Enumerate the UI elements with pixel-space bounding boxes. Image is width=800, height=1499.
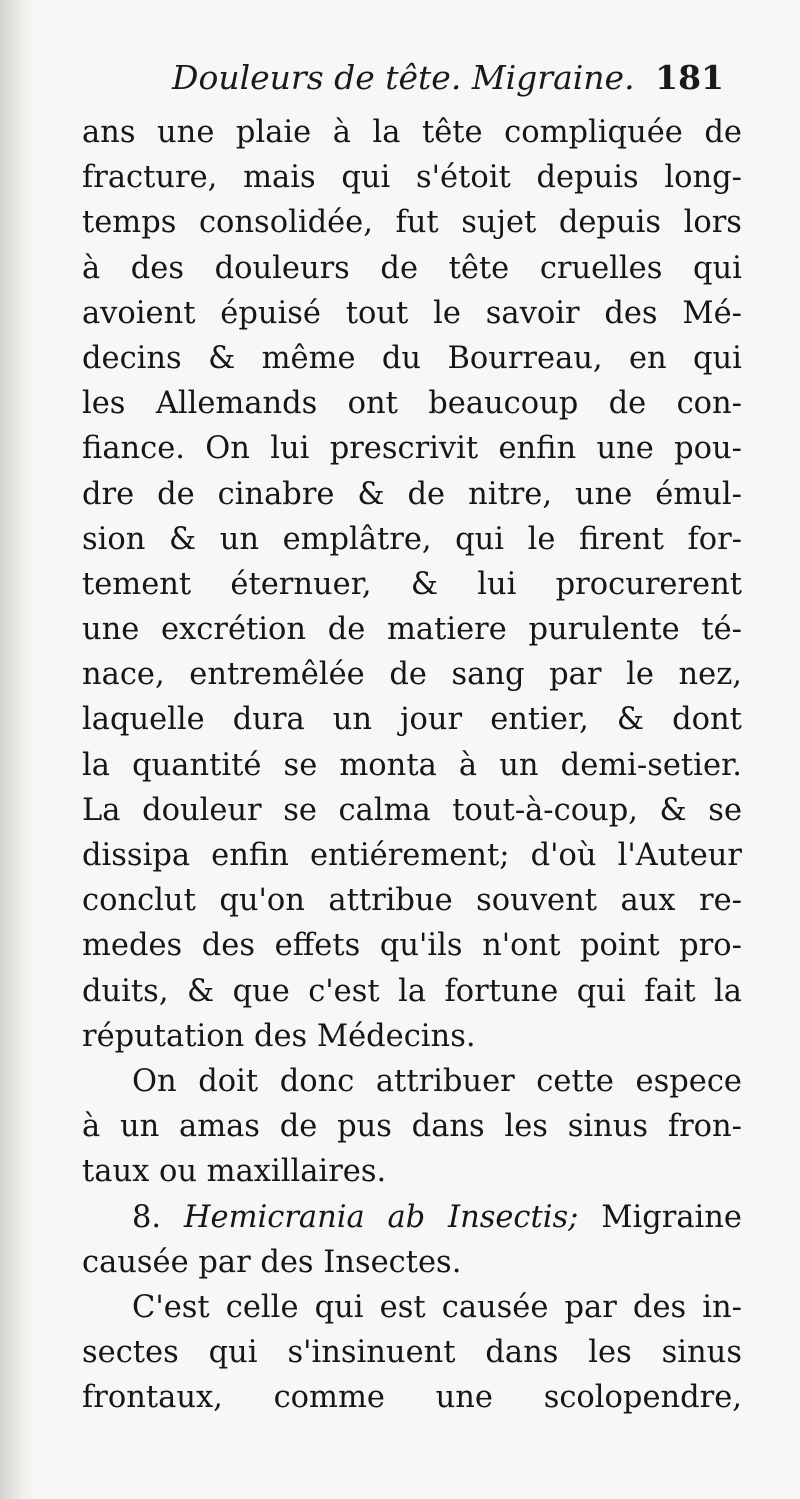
word: dans (485, 1335, 559, 1371)
word: dans (411, 1109, 485, 1145)
text-line (82, 426, 742, 471)
word: jour (400, 702, 463, 738)
section-heading-8 (82, 1195, 742, 1240)
word: ont (347, 386, 398, 422)
word: même (261, 340, 356, 376)
word: cinabre (217, 476, 335, 512)
text-line (82, 743, 742, 788)
word: sinus (661, 1335, 742, 1371)
word: fut (395, 205, 439, 241)
text-line (82, 110, 742, 155)
word: sinus (567, 1109, 649, 1145)
word: Mé- (682, 295, 742, 331)
text-line (82, 381, 742, 426)
text-line (82, 1330, 742, 1375)
word: savoir (485, 295, 580, 331)
word: à (332, 115, 351, 150)
word: & (410, 566, 439, 602)
word: & (186, 973, 215, 1009)
word: On (132, 1063, 177, 1099)
text-line (82, 833, 742, 878)
word: monta (339, 747, 437, 783)
word: donc (279, 1063, 355, 1099)
word: le (527, 521, 556, 557)
word: qui (314, 1289, 364, 1325)
word: fortune (444, 973, 559, 1009)
word: à (82, 1109, 101, 1145)
page-number: 181 (655, 58, 724, 97)
word: épuisé (220, 295, 321, 331)
word: & (208, 340, 236, 376)
word: consolidée, (198, 205, 373, 241)
word: douleur (142, 792, 262, 828)
word: firent (579, 521, 664, 557)
word: qui (208, 1335, 258, 1371)
word: depuis (558, 205, 662, 241)
word: du (381, 340, 422, 376)
word: dont (672, 702, 742, 738)
word: par (564, 1289, 617, 1325)
word: fracture, (82, 160, 218, 196)
word: long- (664, 160, 742, 196)
word: en (628, 340, 667, 376)
word: cruelles (539, 250, 663, 286)
word: Bourreau, (447, 340, 603, 376)
word: éternuer, (230, 566, 372, 602)
word: enfin (211, 838, 289, 873)
word: amas (179, 1109, 260, 1145)
word: la (82, 747, 110, 783)
word: Hemicrania (183, 1199, 365, 1235)
text-line (82, 155, 742, 200)
word: l'Auteur (617, 838, 742, 873)
word: à (82, 250, 101, 286)
text-line-last-of-paragraph: taux ou maxillaires. (82, 1154, 387, 1190)
word: se (708, 792, 742, 828)
text-line (82, 969, 742, 1014)
word: temps (82, 205, 177, 241)
word: nez, (678, 657, 742, 693)
word: tête (421, 115, 483, 150)
word: excrétion (161, 612, 307, 648)
word: té- (701, 612, 742, 648)
word: attribue (328, 883, 453, 919)
word: sectes (82, 1335, 179, 1371)
word: nace, (82, 657, 165, 693)
word: la (714, 973, 742, 1009)
word: con- (676, 386, 742, 422)
word: un (499, 747, 539, 783)
word: que (232, 973, 290, 1009)
word: entiérement; (309, 838, 510, 873)
word: emplâtre, (282, 521, 432, 557)
text-line (82, 607, 742, 652)
word: un (219, 521, 259, 557)
word: se (283, 747, 318, 783)
word: c'est (308, 973, 380, 1009)
word: la (398, 973, 427, 1009)
word: qui (455, 521, 505, 557)
word: émul- (655, 476, 742, 512)
word: de (157, 476, 195, 512)
word: qui (693, 340, 742, 376)
word: n'ont (482, 928, 561, 964)
text-line (82, 472, 742, 517)
word: souvent (476, 883, 597, 919)
word: lui (270, 431, 310, 467)
word: des (632, 1289, 687, 1325)
word: La (82, 792, 121, 828)
text-line (82, 246, 742, 291)
word: tout (345, 295, 409, 331)
word: le (626, 657, 654, 693)
word: une (82, 612, 140, 648)
word: cette (536, 1063, 614, 1099)
word: procurerent (555, 566, 742, 602)
text-line (82, 562, 742, 607)
word: tout-à-coup, (452, 792, 638, 828)
word: les (504, 1109, 548, 1145)
word: fron- (667, 1109, 742, 1145)
word: 8. (132, 1199, 162, 1235)
word: ans (82, 115, 136, 150)
word: re- (699, 883, 742, 919)
word: doit (198, 1063, 259, 1099)
word: de (407, 476, 446, 512)
word: fiance. (82, 431, 185, 467)
running-head-title: Douleurs de tête. Migraine. (172, 58, 635, 97)
body-text (82, 110, 742, 1420)
word: celle (225, 1289, 299, 1325)
word: prescrivit (329, 431, 479, 467)
word: beaucoup (428, 386, 579, 422)
word: sujet (461, 205, 537, 241)
word: une (157, 115, 215, 150)
text-line-paragraph-start (82, 1285, 742, 1330)
word: se (283, 792, 317, 828)
word: attribuer (375, 1063, 515, 1099)
word: quantité (132, 747, 262, 783)
word: des (604, 295, 658, 331)
word: Allemands (155, 386, 318, 422)
word: la (372, 115, 401, 150)
word: pro- (679, 928, 742, 964)
word: purulente (528, 612, 680, 648)
word: C'est (132, 1289, 210, 1325)
word: une (596, 431, 654, 467)
word: laquelle (82, 702, 205, 738)
word: qu'on (219, 883, 305, 919)
word: qui (341, 160, 391, 196)
word: de (389, 657, 427, 693)
word: des (130, 250, 185, 286)
word: calma (338, 792, 431, 828)
word: point (580, 928, 660, 964)
text-line (82, 652, 742, 697)
word: le (433, 295, 461, 331)
word: de (380, 250, 418, 286)
word: effets (274, 928, 361, 964)
word: plaie (235, 115, 312, 150)
word: à (458, 747, 478, 783)
word: lui (477, 566, 517, 602)
word: & (357, 476, 385, 512)
text-line-last-of-paragraph: causée par des Insectes. (82, 1244, 462, 1280)
word: & (659, 792, 687, 828)
word: une (575, 476, 633, 512)
word: est (379, 1289, 426, 1325)
word: fait (644, 973, 696, 1009)
word: causée (441, 1289, 549, 1325)
word: avoient (82, 295, 196, 331)
word: de (704, 115, 742, 150)
word: un (119, 1109, 160, 1145)
text-line (82, 697, 742, 742)
word: qui (576, 973, 626, 1009)
word: qui (692, 250, 742, 286)
text-line (82, 1375, 742, 1420)
text-line (82, 923, 742, 968)
word: sang (451, 657, 525, 693)
text-line (82, 1104, 742, 1149)
word: de (279, 1109, 318, 1145)
word: un (332, 702, 373, 738)
word: & (616, 702, 645, 738)
word: lors (683, 205, 742, 241)
word: pus (337, 1109, 392, 1145)
word: for- (687, 521, 742, 557)
word: dre (82, 476, 135, 512)
word: medes (82, 928, 183, 964)
word: dissipa (82, 838, 191, 873)
word: nitre, (468, 476, 553, 512)
word: les (82, 386, 126, 422)
word: decins (82, 340, 182, 376)
word: enfin (498, 431, 577, 467)
running-head (172, 55, 732, 101)
word: de (327, 612, 366, 648)
text-line (82, 517, 742, 562)
word: matiere (387, 612, 507, 648)
word: espece (635, 1063, 742, 1099)
text-line-last-of-paragraph: réputation des Médecins. (82, 1018, 476, 1054)
text-line (82, 336, 742, 381)
word: pou- (674, 431, 742, 467)
word: conclut (82, 883, 196, 919)
word: s'étoit (416, 160, 511, 196)
page-gutter-shadow (0, 0, 34, 1499)
word: demi-setier. (560, 747, 742, 783)
word: compliquée (504, 115, 683, 150)
word: depuis (536, 160, 639, 196)
word: & (168, 521, 197, 557)
word: sion (82, 521, 146, 557)
word: On (205, 431, 250, 467)
word: des (201, 928, 256, 964)
word: tête (448, 250, 510, 286)
word: dura (232, 702, 305, 738)
word: in- (702, 1289, 742, 1325)
word: aux (620, 883, 676, 919)
word: qu'ils (379, 928, 463, 964)
word: Insectis; (448, 1199, 579, 1235)
text-line (82, 291, 742, 336)
word: frontaux, (82, 1380, 223, 1416)
word: s'insinuent (287, 1335, 456, 1371)
text-line-paragraph-start (82, 1059, 742, 1104)
text-line (82, 878, 742, 923)
word: mais (243, 160, 316, 196)
word: une (435, 1380, 493, 1416)
word: les (588, 1335, 632, 1371)
word: par (549, 657, 602, 693)
word: tement (82, 566, 192, 602)
text-line (82, 200, 742, 245)
word: scolopendre, (543, 1380, 742, 1416)
word: douleurs (214, 250, 350, 286)
text-line (82, 788, 742, 833)
word: ab (387, 1199, 426, 1235)
word: Migraine (601, 1199, 742, 1235)
word: duits, (82, 973, 169, 1009)
word: entremêlée (189, 657, 365, 693)
word: d'où (530, 838, 597, 873)
word: entier, (490, 702, 589, 738)
word: comme (273, 1380, 385, 1416)
word: de (608, 386, 647, 422)
